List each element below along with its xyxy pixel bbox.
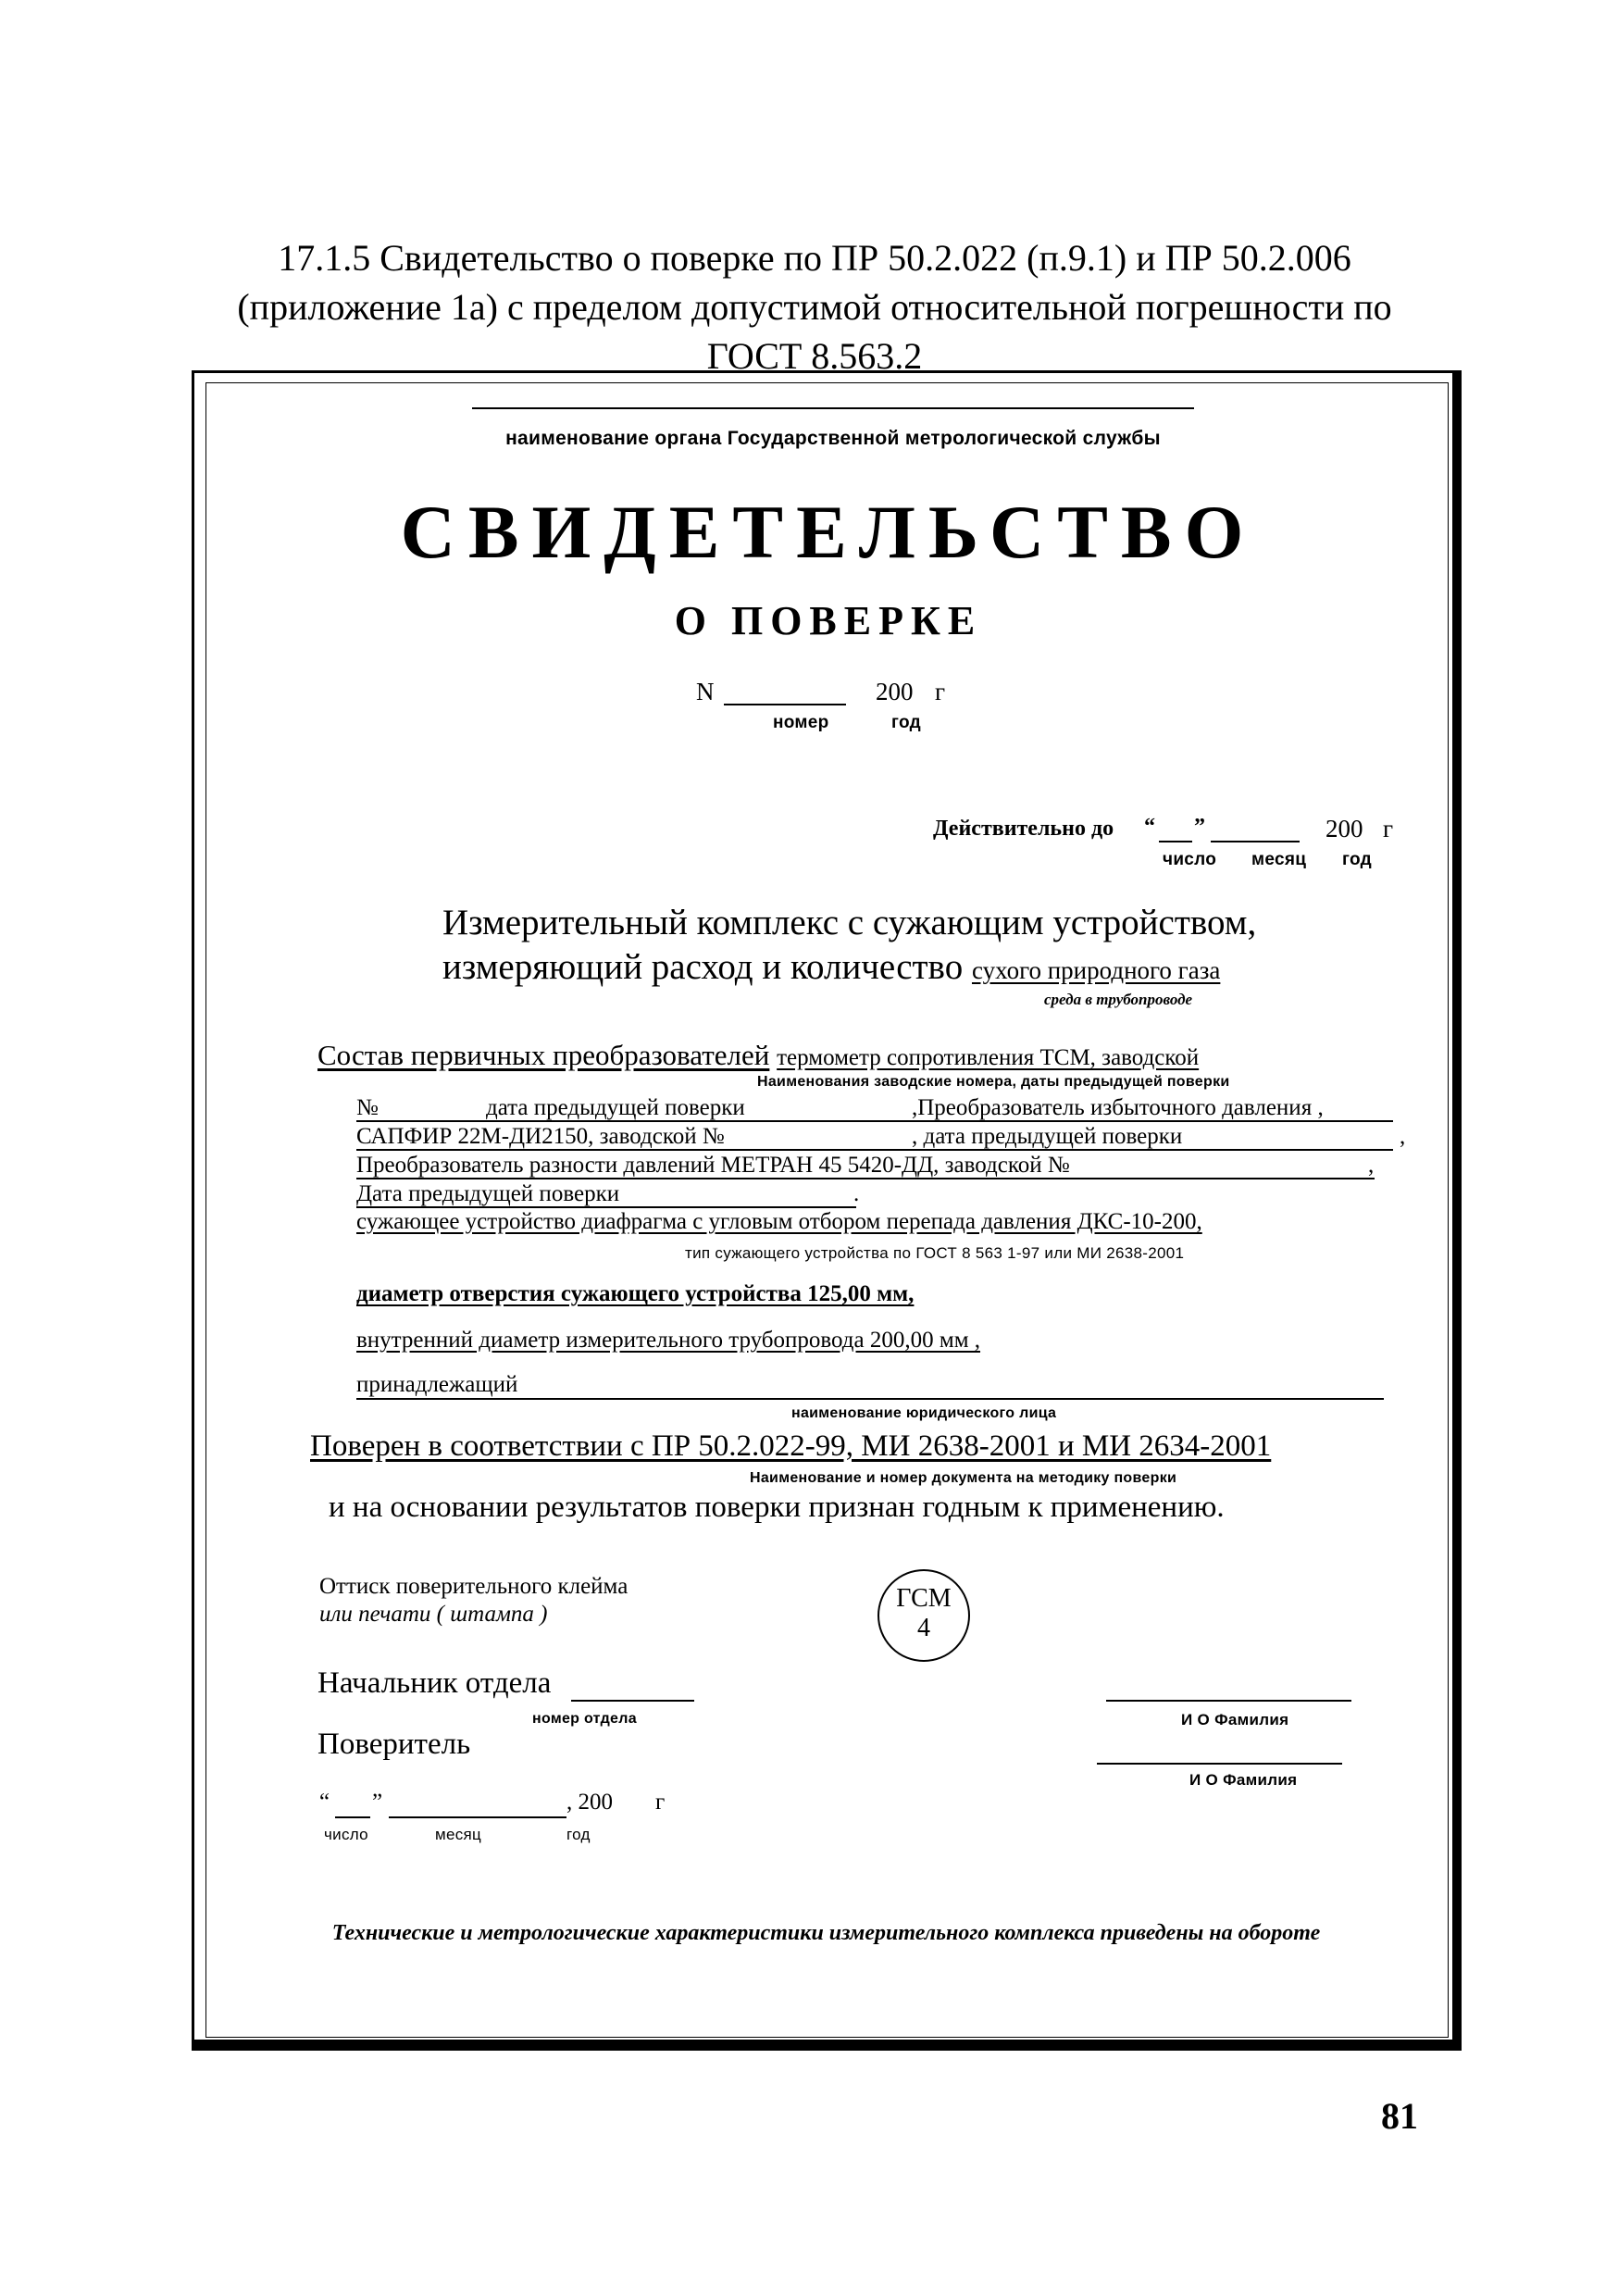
- verification-stamp: [877, 1569, 970, 1662]
- date-month-line: [389, 1816, 566, 1818]
- composition-row1-no: №: [356, 1095, 379, 1120]
- stamp-note-line-1: Оттиск поверительного клейма: [319, 1574, 629, 1599]
- medium-caption: среда в трубопроводе: [1044, 991, 1193, 1008]
- composition-row4: Дата предыдущей поверки: [356, 1181, 620, 1206]
- owner-line: [356, 1398, 1384, 1400]
- valid-open-quote: “: [1144, 815, 1155, 839]
- org-caption: наименование органа Государственной метрологической службы: [505, 428, 1161, 449]
- verifier-label: Поверитель: [317, 1728, 471, 1761]
- chief-dept-line: [571, 1700, 694, 1702]
- composition-line: [317, 1039, 1199, 1072]
- year-caption: год: [891, 713, 921, 732]
- composition-row2-b: , дата предыдущей поверки: [912, 1124, 1183, 1149]
- verifier-name-caption: И О Фамилия: [1189, 1771, 1298, 1789]
- date-year-suffix: г: [655, 1790, 666, 1815]
- date-day-line: [335, 1816, 370, 1818]
- certificate-title: СВИДЕТЕЛЬСТВО: [400, 490, 1257, 574]
- composition-row4-comma: .: [853, 1181, 860, 1206]
- valid-close-quote: ”: [1194, 815, 1205, 839]
- conclusion: и на основании результатов поверки признан годным к применению.: [329, 1491, 1225, 1524]
- verified-caption: Наименование и номер документа на методику поверки: [750, 1470, 1177, 1486]
- date-day-caption: число: [324, 1826, 368, 1843]
- pipe-diameter: внутренний диаметр измерительного трубопровода 200,00 мм ,: [356, 1328, 981, 1353]
- number-year: 200: [876, 678, 914, 705]
- stamp-line-2: 4: [917, 1614, 930, 1642]
- owner-label: принадлежащий: [356, 1372, 518, 1397]
- date-month-caption: месяц: [435, 1826, 482, 1843]
- heading-line-3: ГОСТ 8.563.2: [706, 335, 923, 377]
- date-open-quote: “: [319, 1790, 330, 1815]
- heading-line-2: (приложение 1а) с пределом допустимой относительной погрешности по: [237, 286, 1392, 328]
- page-number: 81: [1381, 2095, 1418, 2137]
- composition-row5: сужающее устройство диафрагма с угловым отбором перепада давления ДКС-10-200,: [356, 1209, 1202, 1234]
- valid-year-suffix: г: [1383, 815, 1394, 842]
- stamp-note-line-2: или печати ( штампа ): [319, 1602, 548, 1627]
- composition-row5-caption: тип сужающего устройства по ГОСТ 8 563 1-97 или МИ 2638-2001: [685, 1244, 1185, 1262]
- chief-name-caption: И О Фамилия: [1181, 1711, 1289, 1728]
- composition-row1-date: дата предыдущей поверки: [486, 1095, 745, 1120]
- number-caption: номер: [773, 713, 829, 732]
- valid-day-caption: число: [1163, 850, 1217, 869]
- composition-row2-line: [356, 1149, 1393, 1151]
- valid-day-line: [1159, 841, 1192, 842]
- verified-statement: Поверен в соответствии с ПР 50.2.022-99, МИ 2638-2001 и МИ 2634-2001: [310, 1429, 1272, 1463]
- footer-note: Технические и метрологические характеристики измерительного комплекса приведены на обороте: [331, 1921, 1321, 1945]
- valid-month-caption: месяц: [1251, 850, 1307, 869]
- date-year-caption: год: [566, 1826, 591, 1843]
- valid-year-caption: год: [1342, 850, 1372, 869]
- composition-row3: Преобразователь разности давлений МЕТРАН 45 5420-ДД, заводской №: [356, 1153, 1070, 1178]
- composition-row4-line: [356, 1206, 856, 1208]
- valid-until-label: Действительно до: [933, 817, 1114, 841]
- number-prefix: N: [696, 678, 715, 705]
- valid-month-line: [1211, 841, 1300, 842]
- owner-caption: наименование юридического лица: [791, 1405, 1057, 1421]
- chief-name-line: [1106, 1700, 1351, 1702]
- date-close-quote: ”: [372, 1790, 383, 1815]
- stamp-line-1: ГСМ: [896, 1584, 952, 1613]
- orifice-diameter: диаметр отверстия сужающего устройства 125,00 мм,: [356, 1281, 915, 1306]
- number-year-suffix: г: [935, 678, 946, 705]
- complex-line-2: [442, 946, 1220, 988]
- complex-line-2-prefix: измеряющий расход и количество: [442, 947, 964, 987]
- composition-row2-comma: ,: [1400, 1124, 1406, 1149]
- section-heading: [213, 233, 1416, 381]
- org-name-line: [472, 407, 1194, 409]
- heading-line-1: 17.1.5 Свидетельство о поверке по ПР 50.2.022 (п.9.1) и ПР 50.2.006: [278, 237, 1351, 279]
- verifier-name-line: [1097, 1763, 1342, 1765]
- composition-row1-transducer: ,Преобразователь избыточного давления ,: [912, 1095, 1324, 1120]
- chief-label: Начальник отдела: [317, 1666, 552, 1700]
- composition-caption: Наименования заводские номера, даты предыдущей поверки: [757, 1074, 1230, 1090]
- composition-value: термометр сопротивления ТСМ, заводской: [777, 1045, 1200, 1070]
- medium-value: сухого природного газа: [971, 956, 1221, 984]
- composition-row3-line: [356, 1178, 1375, 1179]
- chief-dept-caption: номер отдела: [532, 1711, 637, 1727]
- composition-row3-comma: ,: [1368, 1153, 1375, 1178]
- valid-year: 200: [1326, 815, 1363, 842]
- composition-label: Состав первичных преобразователей: [317, 1039, 770, 1071]
- certificate-subtitle: О ПОВЕРКЕ: [674, 598, 983, 643]
- number-line: [724, 704, 846, 705]
- composition-row2-a: САПФИР 22М-ДИ2150, заводской №: [356, 1124, 725, 1149]
- complex-line-1: Измерительный комплекс с сужающим устройством,: [442, 903, 1257, 942]
- date-year-prefix: , 200: [566, 1790, 613, 1815]
